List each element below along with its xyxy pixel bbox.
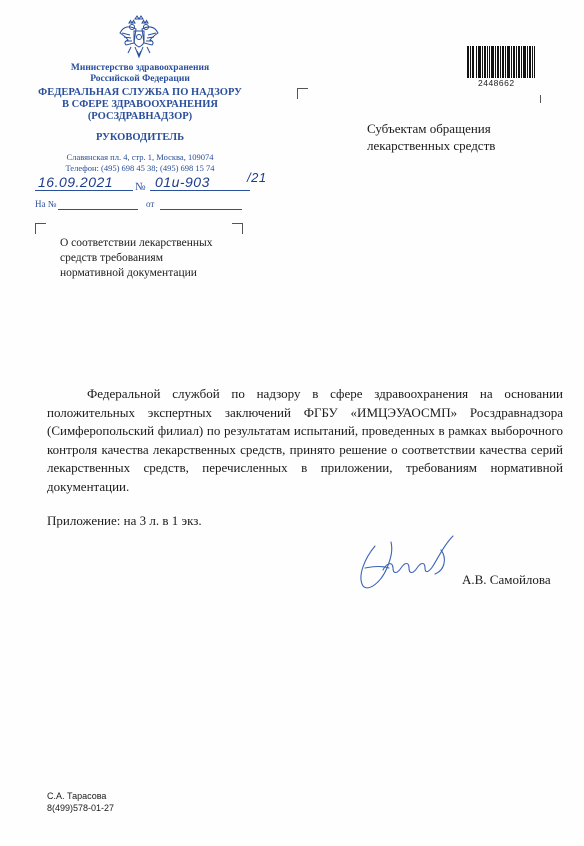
registration-number-suffix: /21 [247,170,267,185]
barcode-number: 2448662 [478,78,515,88]
service-line-2: В СФЕРЕ ЗДРАВООХРАНЕНИЯ [62,99,218,110]
number-underline [150,190,250,191]
reply-from-label: от [146,199,155,209]
ministry-name [30,63,250,85]
registration-date: 16.09.2021 [38,174,114,190]
registration-number: 01u-903 [155,174,210,190]
service-name [30,87,250,123]
signature-icon [335,528,465,598]
subject-line-2: средств требованиям [60,252,163,264]
reply-number-line [58,209,138,210]
ministry-line-2: Российской Федерации [90,74,190,84]
subject-line-3: нормативной документации [60,267,197,279]
number-sign: № [135,181,146,193]
executor-info [47,791,114,814]
recipient-corner-right [540,95,541,103]
attachment-note: Приложение: на 3 л. в 1 экз. [47,513,202,528]
executor-phone: 8(499)578-01-27 [47,802,115,813]
address-line-1: Славянская пл. 4, стр. 1, Москва, 109074 [66,152,214,162]
barcode-icon [467,46,535,78]
subject-corner-right [232,223,243,234]
reply-date-line [160,209,242,210]
executor-name: С.А. Тарасова [47,791,107,801]
reply-number-label: На № [35,199,57,209]
recipient-corner-left [297,88,308,99]
service-line-1: ФЕДЕРАЛЬНАЯ СЛУЖБА ПО НАДЗОРУ [38,87,242,98]
signer-name: А.В. Самойлова [462,572,551,587]
subject-corner-left [35,223,46,234]
date-underline [35,190,133,191]
recipient-block [367,120,547,154]
recipient-line-1: Субъектам обращения [367,121,491,136]
letterhead-address [30,152,250,174]
subject-line-1: О соответствии лекарственных [60,237,213,249]
address-line-2: Телефон: (495) 698 45 38; (495) 698 15 74 [65,163,215,173]
ministry-line-1: Министерство здравоохранения [70,63,210,73]
letter-subject [60,236,245,281]
recipient-line-2: лекарственных средств [367,138,496,153]
coat-of-arms-icon [118,13,160,59]
letter-body: Федеральной службой по надзору в сфере здравоохранения на основании положительных экспертных заключений ФГБУ «ИМЦЭУАОСМП» Росздравнадзора (Симферопольский филиал) по результатам испытаний, проведенных в рамках выборочного контроля качества лекарственных средств, принято решение о соответствии качества серий лекарственных средств, перечисленных в приложении, требованиям нормативной документации. [47,386,563,494]
service-line-3: (РОСЗДРАВНАДЗОР) [87,111,193,122]
head-title: РУКОВОДИТЕЛЬ [95,132,185,143]
